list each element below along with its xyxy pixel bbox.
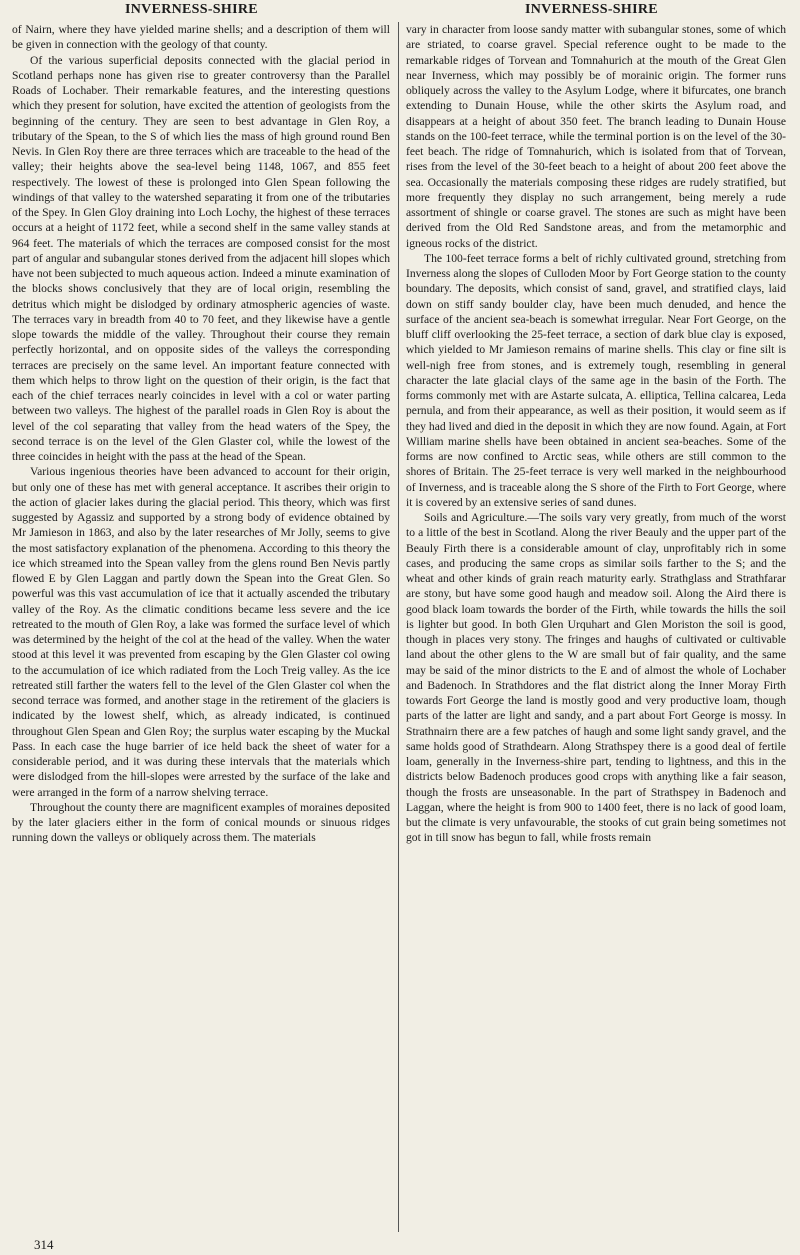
column-divider [398, 22, 399, 1232]
running-head-left: INVERNESS-SHIRE [125, 2, 258, 17]
paragraph: vary in character from loose sandy matter with subangular stones, some of which are striated, to coarse gravel. Special reference ought to be made to the remarkable ridges of Torvean and Tomnahurich at the mouth of the Great Glen near Inverness, which may possibly be of morainic origin. The former runs obliquely across the valley to the Asylum Lodge, where it bifurcates, one branch extending to Dunain House, while the other skirts the Asylum road, and disappears at a height of about 350 feet. The branch leading to Dunain House stands on the 100-feet terrace, while the terminal portion is on the level of the 30-feet beach. The ridge of Tomnahurich, which is isolated from that of Torvean, rises from the level of the 30-feet beach to a height of about 200 feet above the sea. Occasionally the materials composing these ridges are rudely stratified, but more frequently they display no such arrangement, being merely a rude assortment of shingle or coarse gravel. The stones are such as might have been derived from the Old Red Sandstone areas, and from the metamorphic and igneous rocks of the district. [406, 23, 786, 250]
paragraph: Soils and Agriculture.—The soils vary very greatly, from much of the worst to a little of the best in Scotland. Along the river Beauly and the upper part of the Beauly Firth there is a considerable amount of clay, unprofitably rich in some cases, and producing the same crops as similar soils farther to the S; and the wheat and other kinds of grain reach maturity early. Strathglass and Strathfarar are stony, but have some good haugh and meadow soil. Along the Aird there is good black loam towards the border of the Firth, while towards the hills the soil is lighter but good. In both Glen Urquhart and Glen Moriston the soil is good, though in places very stony. The fringes and haughs of cultivated or cultivable land about the other glens to the W are small but of fair quality, and the same may be said of the minor districts to the E and of almost the whole of Lochaber and Badenoch. In Strathdores and the flat district along the Inner Moray Firth towards Fort George the land is mostly good and very productive loam, though parts of the latter are light and sandy, and a part about Fort George is mossy. In Strathnairn there are a few patches of haugh and some light sandy gravel, and the same holds good of Strathdearn. Along Strathspey there is a good deal of fertile loam, generally in the Inverness-shire part, tending to lightness, and this in the districts below Badenoch produces good crops with anything like a fair season, though the frosts are unseasonable. In the part of Strathspey in Badenoch and Laggan, where the height is from 900 to 1400 feet, there is no lack of good loam, but the climate is very unfavourable, the stooks of cut grain being sometimes not got in till snow has begun to fall, while frosts remain [406, 511, 786, 845]
right-column [406, 22, 786, 1237]
page-number: 314 [34, 1237, 54, 1252]
paragraph: Various ingenious theories have been advanced to account for their origin, but only one of these has met with general acceptance. It ascribes their origin to the action of glacier lakes during the glacial period. This theory, which was first suggested by Agassiz and supported by a strong body of evidence obtained by Mr Jamieson in 1863, and also by the later researches of Mr Jolly, seems to give the most satisfactory explanation of the phenomena. According to this theory the ice which streamed into the Spean valley from the glens round Ben Nevis partly flowed E by Glen Laggan and partly down the Spean into the Great Glen. So powerful was this vast accumulation of ice that it actually ascended the tributary valley of the Roy. As the climatic conditions became less severe and the ice retreated to the mouth of Glen Roy, a lake was formed the surface level of which was determined by the height of the col at the head of the valley. When the water stood at this level it was prevented from escaping by the Glen Glaster col owing to the accumulation of ice which radiated from the Loch Treig valley. As the ice retreated still farther the waters fell to the level of the Glen Glaster col when the second terrace was formed, and another stage in the retirement of the glaciers is indicated by the lowest shelf, which, as already indicated, is continued throughout Glen Spean and Glen Roy; the surplus water escaping by the Muckal Pass. In each case the huge barrier of ice held back the sheet of water for a considerable period, and it was during these intervals that the materials which were dislodged from the hill-slopes were arrested by the surface of the lake and were arranged in the form of a narrow shelving terrace. [12, 465, 390, 799]
paragraph: of Nairn, where they have yielded marine shells; and a description of them will be given in connection with the geology of that county. [12, 23, 390, 52]
paragraph: Throughout the county there are magnificent examples of moraines deposited by the later glaciers either in the form of conical mounds or sinuous ridges running down the valleys or obliquely across them. The materials [12, 800, 390, 845]
paragraph: Of the various superficial deposits connected with the glacial period in Scotland perhaps none has given rise to greater controversy than the Parallel Roads of Lochaber. Their remarkable features, and the interesting questions which they present for solution, have excited the attention of geologists from the beginning of the century. They are seen to best advantage in Glen Roy, a tributary of the Spean, to the S of which lies the mass of high ground round Ben Nevis. In Glen Roy there are three terraces which are traceable to the head of the valley; their heights above the sea-level being 1148, 1067, and 855 feet respectively. The lowest of these is prolonged into Glen Spean following the windings of that valley to the watershed separating it from one of the tributaries of the Spey. In Glen Gloy draining into Loch Lochy, the highest of these terraces occurs at a height of 1172 feet, while a second shelf in the same valley stands at 964 feet. The materials of which the terraces are composed consist for the most part of angular and subangular stones derived from the adjacent hill slopes which have not been subjected to much aqueous action. Indeed a minute examination of the blocks shows conclusively that they are of local origin, resembling the detritus which might be dislodged by ordinary atmospheric agencies of waste. The terraces vary in breadth from 40 to 70 feet, and they likewise have a gentle slope towards the middle of the valley. Throughout their course they remain perfectly horizontal, and on opposite sides of the valleys the corresponding terraces are precisely on the same level. An important feature connected with them which helps to throw light on the question of their origin, is the fact that each of the chief terraces nearly coincides in level with a col or water parting between two valleys. The highest of the parallel roads in Glen Roy is about the level of the col separating that valley from the head waters of the Spey, the second terrace is on the level of the Glen Glaster col, while the lowest of the three coincides in height with the pass at the head of the Spean. [12, 53, 390, 463]
paragraph: The 100-feet terrace forms a belt of richly cultivated ground, stretching from Inverness along the slopes of Culloden Moor by Fort George station to the county boundary. The deposits, which consist of sand, gravel, and stratified clays, laid down on stiff sandy boulder clay, have been much denuded, and hence the surface of the ancient sea-beach is somewhat irregular. Near Fort George, on the bluff cliff overlooking the 25-feet terrace, a section of dark blue clay is exposed, which yielded to Mr Jamieson remains of marine shells. This clay or fine silt is well-nigh free from stones, and is extremely tough, resembling in general character the late glacial clays of the same age in the basin of the Forth. The forms commonly met with are Astarte sulcata, A. elliptica, Tellina calcarea, Leda pernula, and from their appearance, as well as their position, it would seem as if they had lived and died in the deposit in which they are now found. Again, at Fort William marine shells have been obtained in ancient sea-beaches. Some of the forms are now confined to Arctic seas, while others are still common to the shores of Britain. The 25-feet terrace is very well marked in the neighbourhood of Inverness, and is traceable along the S shore of the Firth to Fort George, where it is covered by an extensive series of sand dunes. [406, 251, 786, 509]
left-column [12, 22, 390, 1237]
running-head-right: INVERNESS-SHIRE [525, 2, 658, 17]
